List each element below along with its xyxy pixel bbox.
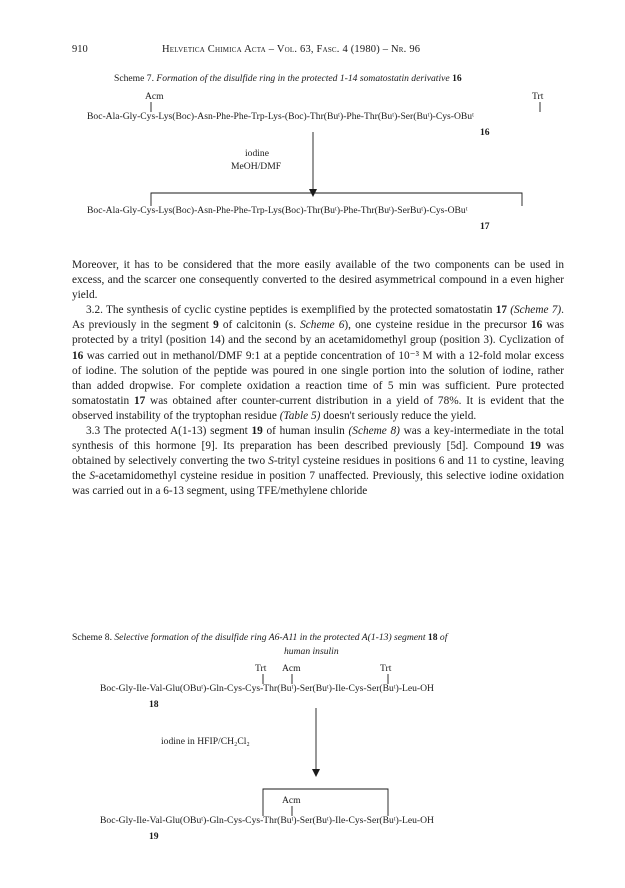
scheme8-group-acm-bottom: Acm	[282, 795, 301, 806]
compound-ref: 17	[495, 304, 507, 317]
text-run: 3.2. The synthesis of cyclic cystine peptides is exemplified by the protected somatostatin	[86, 304, 496, 317]
text-run: doesn't seriously reduce the yield.	[320, 409, 477, 422]
scheme8-sequence-bottom: Boc-Gly-Ile-Val-Glu(OBuᵗ)-Gln-Cys-Cys-Thr(Buᵗ)-Ser(Buᵗ)-Ile-Cys-Ser(Buᵗ)-Leu-OH	[100, 815, 434, 826]
scheme8-compound-19: 19	[149, 831, 159, 842]
text-run: . As previously in the segment	[72, 304, 564, 332]
text-run: was protected by a trityl (position 14) and the second by an acetamidomethyl group (position 3). Cyclization of	[72, 319, 564, 347]
text-run: -trityl cysteine residues in positions 6 and 11 to cystine, leaving the	[72, 455, 564, 483]
scheme7-reagent-solvent: MeOH/DMF	[231, 161, 282, 172]
scheme-ref: Scheme 6	[300, 319, 345, 332]
compound-ref: 19	[529, 440, 541, 453]
scheme7-caption-text: Formation of the disulfide ring in the protected 1-14 somatostatin derivative	[156, 73, 450, 84]
compound-ref: 16	[531, 319, 543, 332]
scheme-ref: (Scheme 8)	[348, 425, 400, 438]
scheme8-caption-compound: 18	[427, 632, 438, 643]
scheme7-compound-16: 16	[480, 127, 490, 138]
scheme7-group-acm: Acm	[145, 91, 164, 102]
text-run: was obtained by selectively converting the two	[72, 440, 564, 468]
scheme8-group-acm: Acm	[282, 663, 301, 674]
page-number: 910	[72, 44, 88, 55]
italic-letter: S	[89, 470, 96, 483]
text-run: was a key-intermediate in the total synthesis of this hormone [9]. Its preparation has been described previously [5d]. Compound	[72, 425, 564, 453]
paragraph-1: Moreover, it has to be considered that the more easily available of the two components can be used in excess, and the scarcer one consequently converted to the desired asymmetrical compound in a even higher yield.	[72, 259, 564, 302]
scheme-ref: (Scheme 7)	[506, 304, 562, 317]
table-ref: (Table 5)	[279, 409, 321, 422]
scheme8-group-trt-1: Trt	[255, 663, 267, 674]
compound-ref: 17	[133, 394, 146, 407]
text-run: -acetamidomethyl cysteine residue in position 7 unaffected. Previously, this selective iodine oxidation was carried out in a 6-13 segment, using TFE/methylene chloride	[72, 470, 564, 498]
volume-info: – Vol. 63, Fasc. 4 (1980) – Nr. 96	[268, 44, 421, 55]
compound-ref: 16	[72, 349, 84, 362]
text-run: was carried out in methanol/DMF 9:1 at a peptide concentration of 10⁻³ M with a 12-fold molar excess of iodine. The solution of the peptide was poured in one single portion into the solution of iodine, rather than added dropwise. For complete oxidation a reaction time of 5 min was sufficient. Pure protected somatostatin	[72, 349, 564, 407]
scheme8-compound-18: 18	[149, 699, 159, 710]
scheme7-sequence-bottom: Boc-Ala-Gly-Cys-Lys(Boc)-Asn-Phe-Phe-Trp-Lys(Boc)-Thr(Buᵗ)-Phe-Thr(Buᵗ)-SerBuᵗ)-Cys-OBuᵗ	[87, 205, 468, 216]
scheme7-reagent-iodine: iodine	[245, 148, 269, 159]
scheme8-reagent: iodine in HFIP/CH₂Cl₂	[161, 736, 250, 747]
scheme7-compound-17: 17	[480, 221, 490, 232]
scheme8-caption-text: Selective formation of the disulfide ring A6-A11 in the protected A(1-13) segment	[114, 632, 426, 643]
text-run: of human insulin	[262, 425, 349, 438]
scheme8-caption-of: of	[439, 632, 448, 643]
scheme8-group-trt-2: Trt	[380, 663, 392, 674]
text-run: ), one cysteine residue in the precursor	[344, 319, 531, 332]
scheme8-disulfide-bridge	[263, 789, 388, 816]
text-run: 3.3 The protected A(1-13) segment	[86, 425, 252, 438]
scheme7-sequence-top: Boc-Ala-Gly-Cys-Lys(Boc)-Asn-Phe-Phe-Trp-Lys-(Boc)-Thr(Buᵗ)-Phe-Thr(Buᵗ)-Ser(Buᵗ)-Cys-OBuᵗ	[87, 111, 474, 122]
scheme7-label: Scheme 7.	[114, 73, 154, 84]
compound-ref: 9	[213, 319, 219, 332]
scheme8-caption-insulin: human insulin	[284, 646, 339, 657]
scheme8-sequence-top: Boc-Gly-Ile-Val-Glu(OBuᵗ)-Gln-Cys-Cys-Thr(Buᵗ)-Ser(Buᵗ)-Ile-Cys-Ser(Buᵗ)-Leu-OH	[100, 683, 434, 694]
scheme7-disulfide-bridge	[151, 193, 522, 206]
text-run: was obtained after counter-current distribution in a yield of 78%. It is evident that the observed instability of the tryptophan residue	[72, 394, 564, 422]
text-run: of calcitonin (s.	[218, 319, 301, 332]
scheme7-caption-compound: 16	[452, 73, 462, 84]
scheme8-arrow-head	[312, 769, 320, 777]
compound-ref: 19	[251, 425, 263, 438]
journal-name: Helvetica Chimica Acta	[162, 44, 266, 55]
italic-letter: S	[268, 455, 274, 468]
scheme8-label: Scheme 8.	[72, 632, 112, 643]
scheme7-group-trt: Trt	[532, 91, 544, 102]
